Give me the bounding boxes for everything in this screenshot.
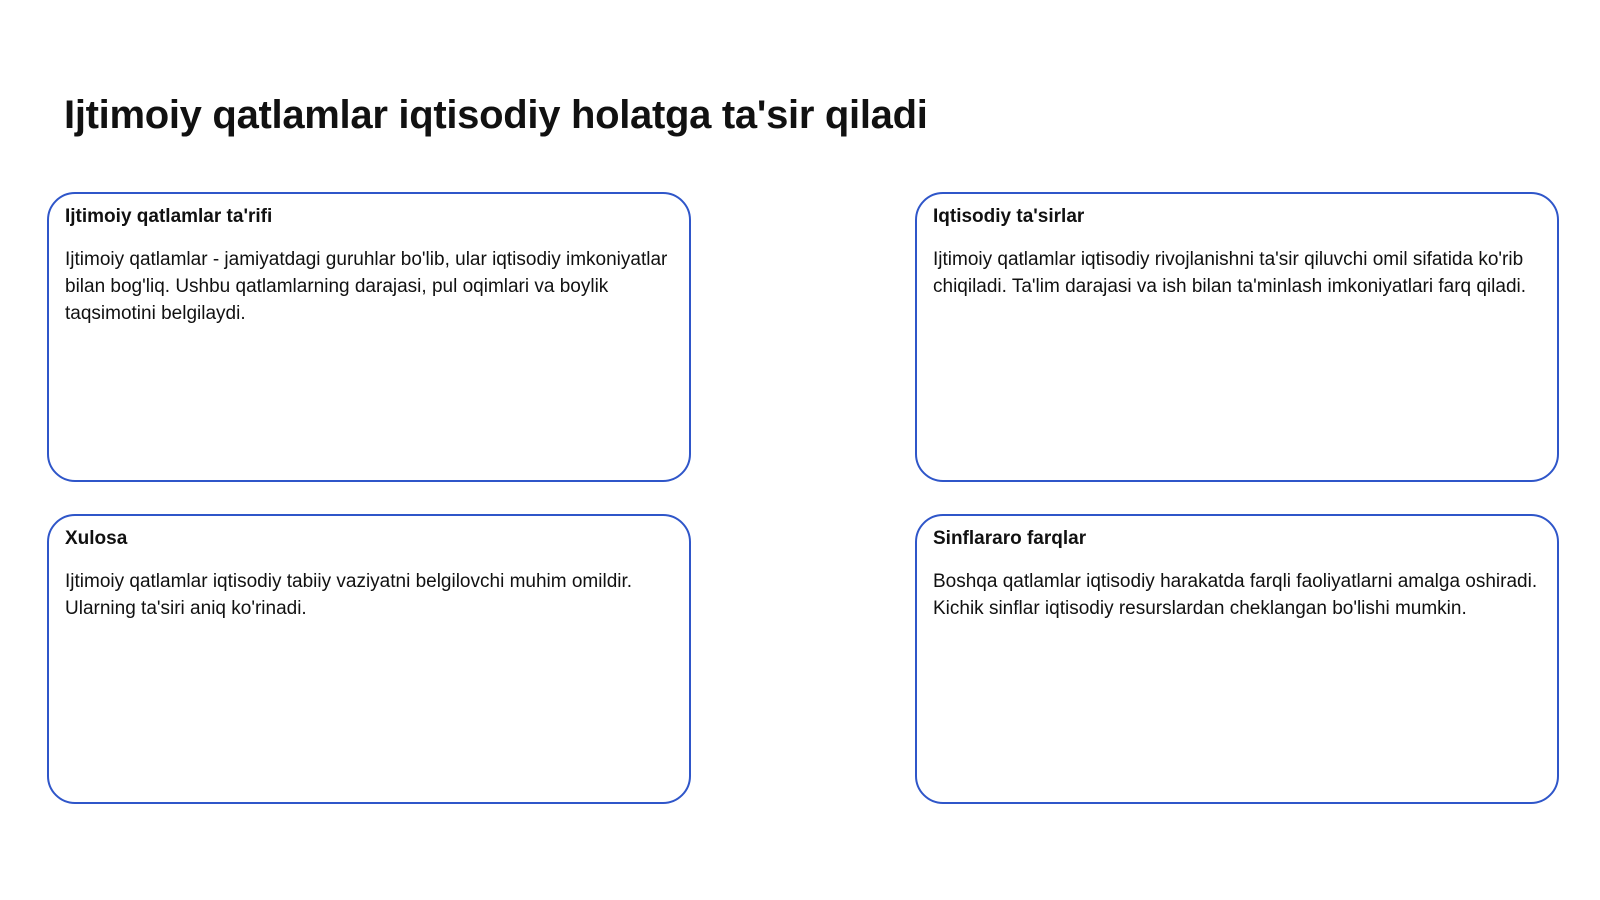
card-title: Iqtisodiy ta'sirlar <box>933 206 1085 227</box>
card-body: Ijtimoiy qatlamlar - jamiyatdagi guruhlar bo'lib, ular iqtisodiy imkoniyatlar bilan bog'liq. Ushbu qatlamlarning darajasi, pul oqimlari va boylik taqsimotini belgilaydi. <box>65 249 668 324</box>
card-body: Boshqa qatlamlar iqtisodiy harakatda farqli faoliyatlarni amalga oshiradi. Kichik sinflar iqtisodiy resurslardan cheklangan bo'lishi mumkin. <box>933 571 1538 619</box>
card-title: Ijtimoiy qatlamlar ta'rifi <box>65 206 273 227</box>
card-body: Ijtimoiy qatlamlar iqtisodiy rivojlanishni ta'sir qiluvchi omil sifatida ko'rib chiqiladi. Ta'lim darajasi va ish bilan ta'minlash imkoniyatlari farq qiladi. <box>933 249 1527 297</box>
card-title: Xulosa <box>65 528 128 549</box>
card-class-differences <box>915 514 1559 804</box>
card-economic-effects <box>915 192 1559 482</box>
slide-title: Ijtimoiy qatlamlar iqtisodiy holatga ta'sir qiladi <box>64 93 928 137</box>
card-conclusion <box>47 514 691 804</box>
card-body: Ijtimoiy qatlamlar iqtisodiy tabiiy vaziyatni belgilovchi muhim omildir. Ularning ta'siri aniq ko'rinadi. <box>65 571 633 619</box>
card-definition <box>47 192 691 482</box>
card-title: Sinflararo farqlar <box>933 528 1087 549</box>
